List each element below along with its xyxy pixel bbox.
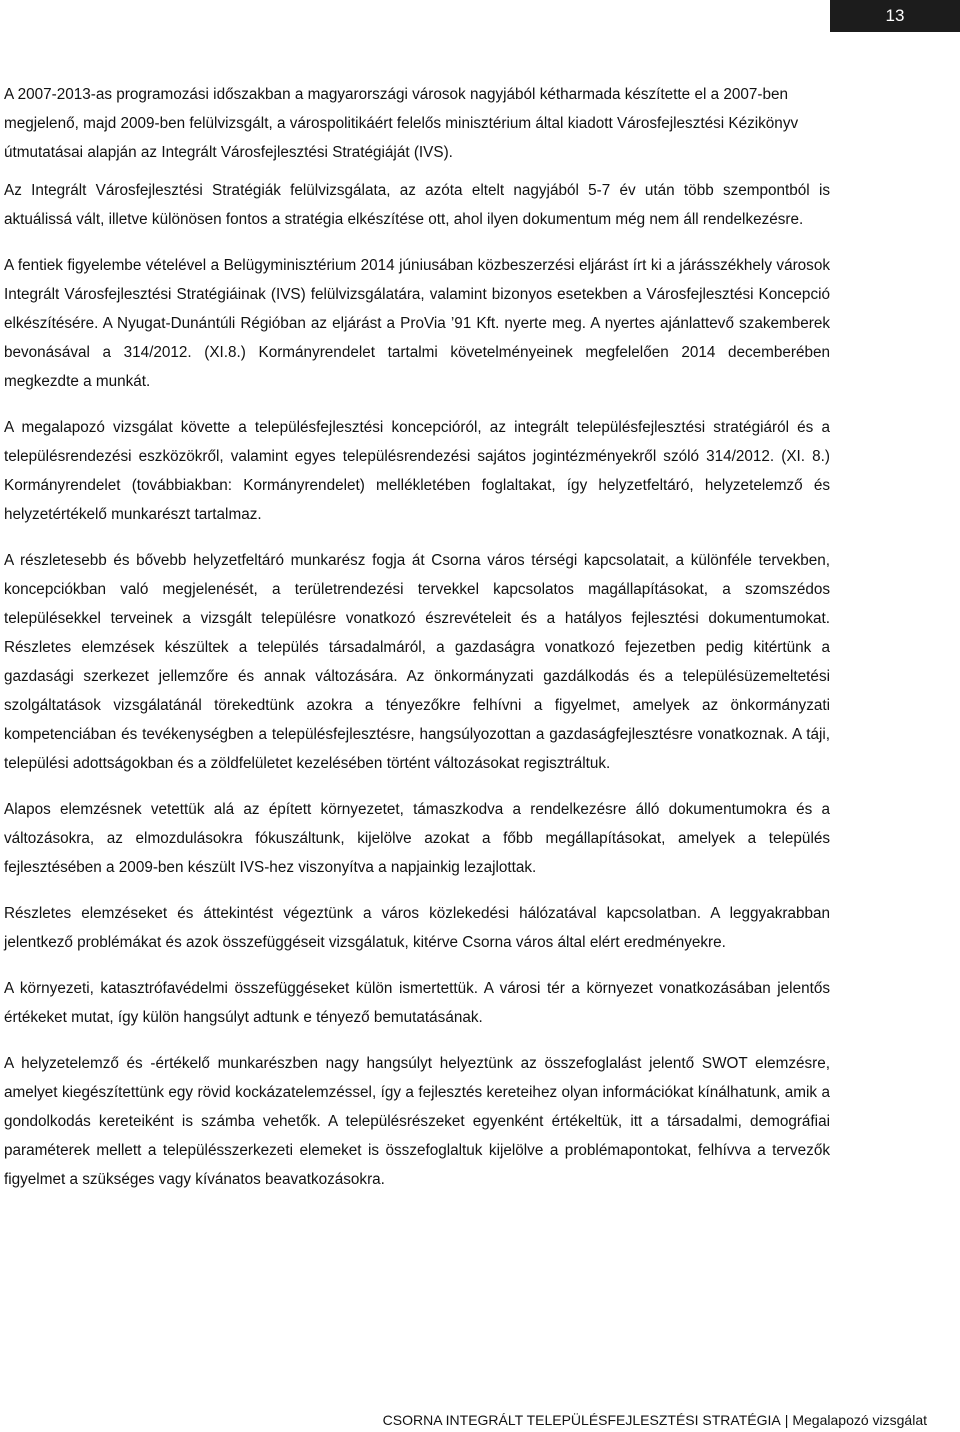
footer-separator: | xyxy=(784,1412,789,1428)
paragraph: Részletes elemzéseket és áttekintést végeztünk a város közlekedési hálózatával kapcsolatban. A leggyakrabban jelentkező problémákat és azok összefüggéseit vizsgálatuk, kitérve Csorna város által elért eredményekre. xyxy=(4,905,830,951)
document-body xyxy=(4,80,830,1211)
footer-subtitle: Megalapozó vizsgálat xyxy=(792,1412,927,1428)
paragraph: A részletesebb és bővebb helyzetfeltáró munkarész fogja át Csorna város térségi kapcsolatait, a különféle tervekben, koncepciókban való megjelenését, a területrendezési tervekkel kapcsolatos magállapításokat, a szomszédos településekkel terveinek a vizsgált településre vonatkozó észrevételeit és a hatályos fejlesztési dokumentumokat. Részletes elemzések készültek a település társadalmáról, a gazdaságra vonatkozó fejezetben pedig kitértünk a gazdasági szerkezet jellemzőre és annak változására. Az önkormányzati gazdálkodás és a településüzemeltetési szolgáltatások vizsgálatánál törekedtünk azokra a tényezőkre felhívni a figyelmet, amelyek az önkormányzati kompetenciában és tevékenységben a településfejlesztésre, hangsúlyozottan a gazdaságfejlesztésre vonatkoznak. A táji, települési adottságokban és a zöldfelületet kezelésében történt változásokat regisztráltuk. xyxy=(4,552,830,772)
paragraph: Az Integrált Városfejlesztési Stratégiák felülvizsgálata, az azóta eltelt nagyjából 5-7 év után több szempontból is aktuálissá vált, illetve különösen fontos a stratégia elkészítése ott, ahol ilyen dokumentum még nem áll rendelkezésre. xyxy=(4,182,830,228)
page-footer xyxy=(383,1410,927,1430)
page-number: 13 xyxy=(830,0,960,32)
paragraph: A környezeti, katasztrófavédelmi összefüggéseket külön ismertettük. A városi tér a környezet vonatkozásában jelentős értékeket mutat, így külön hangsúlyt adtunk e tényező bemutatásának. xyxy=(4,980,830,1026)
paragraph: A fentiek figyelembe vételével a Belügyminisztérium 2014 júniusában közbeszerzési eljárást írt ki a járásszékhely városok Integrált Városfejlesztési Stratégiáinak (IVS) felülvizsgálatára, valamint bizonyos esetekben a Városfejlesztési Koncepció elkészítésére. A Nyugat-Dunántúli Régióban az eljárást a ProVia ’91 Kft. nyerte meg. A nyertes ajánlattevő szakemberek bevonásával a 314/2012. (XI.8.) Kormányrendelet tartalmi követelményeinek megfelelően 2014 decemberében megkezdte a munkát. xyxy=(4,257,830,390)
paragraph: A 2007-2013-as programozási időszakban a magyarországi városok nagyjából kétharmada készítette el a 2007-ben megjelenő, majd 2009-ben felülvizsgált, a várospolitikáért felelős minisztérium által kiadott Városfejlesztési Kézikönyv útmutatásai alapján az Integrált Városfejlesztési Stratégiáját (IVS). xyxy=(4,86,799,161)
paragraph: Alapos elemzésnek vetettük alá az épített környezetet, támaszkodva a rendelkezésre álló dokumentumokra és a változásokra, az elmozdulásokra fókuszáltunk, kijelölve azokat a főbb megállapításokat, amelyek a település fejlesztésében a 2009-ben készült IVS-hez viszonyítva a napjainkig lezajlottak. xyxy=(4,801,830,876)
footer-title: CSORNA INTEGRÁLT TELEPÜLÉSFEJLESZTÉSI STRATÉGIA xyxy=(382,1412,781,1428)
paragraph: A helyzetelemző és -értékelő munkarészben nagy hangsúlyt helyeztünk az összefoglalást jelentő SWOT elemzésre, amelyet kiegészítettünk egy rövid kockázatelemzéssel, így a fejlesztés kereteihez olyan információkat kínálhatunk, amik a gondolkodás kereteiként is számba vehetők. A településrészeket egyenként értékeltük, itt a társadalmi, demográfiai paraméterek mellett a településszerkezeti elemeket is összefoglaltuk kijelölve a problémapontokat, felhívva a tervezők figyelmet a szükséges vagy kívánatos beavatkozásokra. xyxy=(4,1055,830,1188)
paragraph: A megalapozó vizsgálat követte a településfejlesztési koncepcióról, az integrált településfejlesztési stratégiáról és a településrendezési eszközökről, valamint egyes településrendezési sajátos jogintézményekről szóló 314/2012. (XI. 8.) Kormányrendelet (továbbiakban: Kormányrendelet) mellékletében foglaltakat, így helyzetfeltáró, helyzetelemző és helyzetértékelő munkarészt tartalmaz. xyxy=(4,419,830,523)
